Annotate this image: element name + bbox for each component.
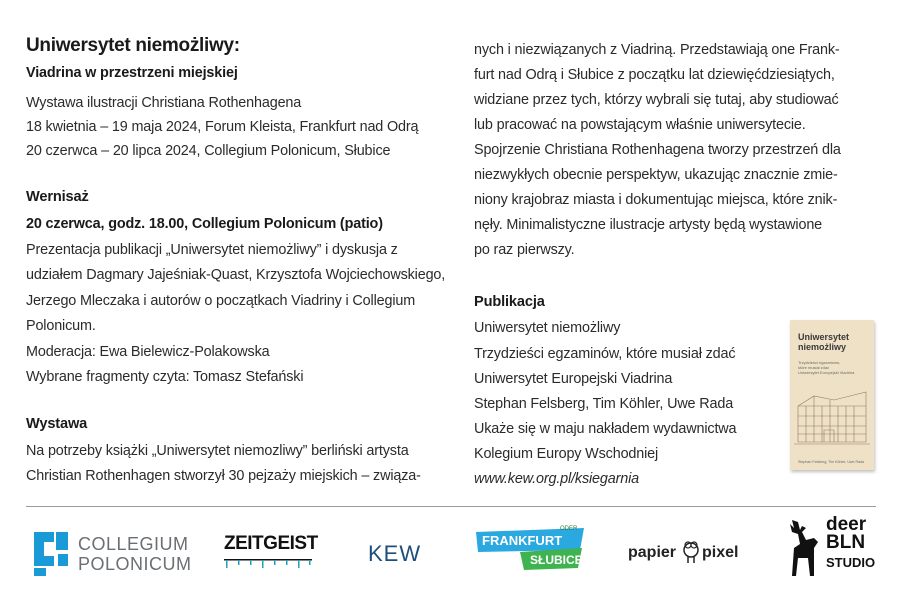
intro-line: 18 kwietnia – 19 maja 2024, Forum Kleista, Frankfurt nad Odrą	[26, 119, 419, 135]
wernisaz-line: udziałem Dagmary Jajeśniak-Quast, Krzysztofa Wojciechowskiego,	[26, 267, 446, 283]
book-cover-subtitle: Uniwersytet Europejski Viadrina	[798, 370, 855, 375]
deer-logo-text: BLN	[826, 532, 866, 553]
book-cover-subtitle: które musiał zdać	[798, 365, 830, 370]
publikacja-line: Stephan Felsberg, Tim Köhler, Uwe Rada	[474, 396, 734, 412]
deer-icon	[784, 518, 824, 578]
book-cover-image	[790, 320, 874, 470]
wystawa-continuation-line: niony krajobraz miasta i dokumentując miejsca, które znik-	[474, 192, 838, 208]
collegium-logo-line: POLONICUM	[78, 554, 192, 574]
wernisaz-line: Polonicum.	[26, 318, 96, 334]
wernisaz-line: Prezentacja publikacji „Uniwersytet niemożliwy” i dyskusja z	[26, 242, 398, 258]
collegium-logo-line: COLLEGIUM	[78, 534, 189, 554]
wernisaz-date: 20 czerwca, godz. 18.00, Collegium Polonicum (patio)	[26, 216, 383, 232]
collegium-polonicum-logo-text	[78, 534, 192, 574]
publikacja-line: Ukaże się w maju nakładem wydawnictwa	[474, 421, 737, 437]
sheep-icon	[681, 538, 701, 564]
wystawa-continuation-line: nęły. Minimalistyczne ilustracje artysty będą wystawione	[474, 217, 823, 233]
building-sketch-icon	[794, 382, 870, 448]
papierpixel-logo-text: pixel	[702, 544, 739, 561]
wystawa-continuation-line: niezwykłych obecnie perspektyw, ukazując znacznie zmie-	[474, 167, 838, 183]
deer-logo-text: STUDIO	[826, 555, 876, 570]
bookstore-link[interactable]: www.kew.org.pl/ksiegarnia	[474, 471, 640, 487]
wystawa-continuation-line: lub pracować na powstającym właśnie uniwersytecie.	[474, 117, 806, 133]
reading-line: Wybrane fragmenty czyta: Tomasz Stefański	[26, 369, 304, 385]
frankfurt-logo-text: FRANKFURT	[482, 533, 563, 548]
intro-line: Wystawa ilustracji Christiana Rothenhagena	[26, 95, 302, 111]
collegium-polonicum-logo-icon	[30, 530, 72, 578]
intro-line: 20 czerwca – 20 lipca 2024, Collegium Polonicum, Słubice	[26, 143, 391, 159]
publikacja-line: Uniwersytet Europejski Viadrina	[474, 371, 673, 387]
exhibition-title: Uniwersytet niemożliwy:	[26, 35, 240, 56]
wystawa-continuation-line: po raz pierwszy.	[474, 242, 575, 258]
deer-logo-text: deer	[826, 514, 867, 535]
book-cover-subtitle: Trzydzieści egzaminów,	[798, 360, 841, 365]
book-cover-title: niemożliwy	[798, 342, 847, 352]
wystawa-line: Christian Rothenhagen stworzył 30 pejzaży miejskich – związa-	[26, 468, 421, 484]
wernisaz-line: Jerzego Mleczaka i autorów o początkach Viadriny i Collegium	[26, 293, 416, 309]
book-cover-authors: Stephan Felsberg, Tim Köhler, Uwe Rada	[798, 460, 865, 464]
publikacja-heading: Publikacja	[474, 294, 545, 310]
wystawa-line: Na potrzeby książki „Uniwersytet niemozliwy” berliński artysta	[26, 443, 409, 459]
wystawa-continuation-line: furt nad Odrą i Słubice z początku lat dziewięćdziesiątych,	[474, 67, 835, 83]
wystawa-heading: Wystawa	[26, 416, 88, 432]
papierpixel-logo-text: papier	[628, 544, 677, 561]
slubice-logo-text: SŁUBICE	[530, 553, 583, 567]
kew-logo-text: KEW	[368, 541, 422, 566]
publikacja-line: Uniwersytet niemożliwy	[474, 320, 621, 336]
wystawa-continuation-line: nych i niezwiązanych z Viadriną. Przedstawiają one Frank-	[474, 42, 840, 58]
publikacja-line: Kolegium Europy Wschodniej	[474, 446, 659, 462]
footer-divider	[26, 506, 876, 507]
wystawa-continuation-line: widziane przez tych, którzy wybrali się tutaj, aby studiować	[474, 92, 839, 108]
zeitgeist-ruler-icon	[224, 557, 312, 569]
moderation-line: Moderacja: Ewa Bielewicz-Polakowska	[26, 344, 270, 360]
wernisaz-heading: Wernisaż	[26, 189, 89, 205]
book-cover-title: Uniwersytet	[798, 332, 850, 342]
wystawa-continuation-line: Spojrzenie Christiana Rothenhagena tworzy przestrzeń dla	[474, 142, 841, 158]
publikacja-line: Trzydzieści egzaminów, które musiał zdać	[474, 346, 736, 362]
exhibition-subtitle: Viadrina w przestrzeni miejskiej	[26, 65, 238, 81]
zeitgeist-logo-text: ZEITGEIST	[224, 533, 318, 554]
frankfurt-logo-oder: ODER	[560, 526, 578, 532]
